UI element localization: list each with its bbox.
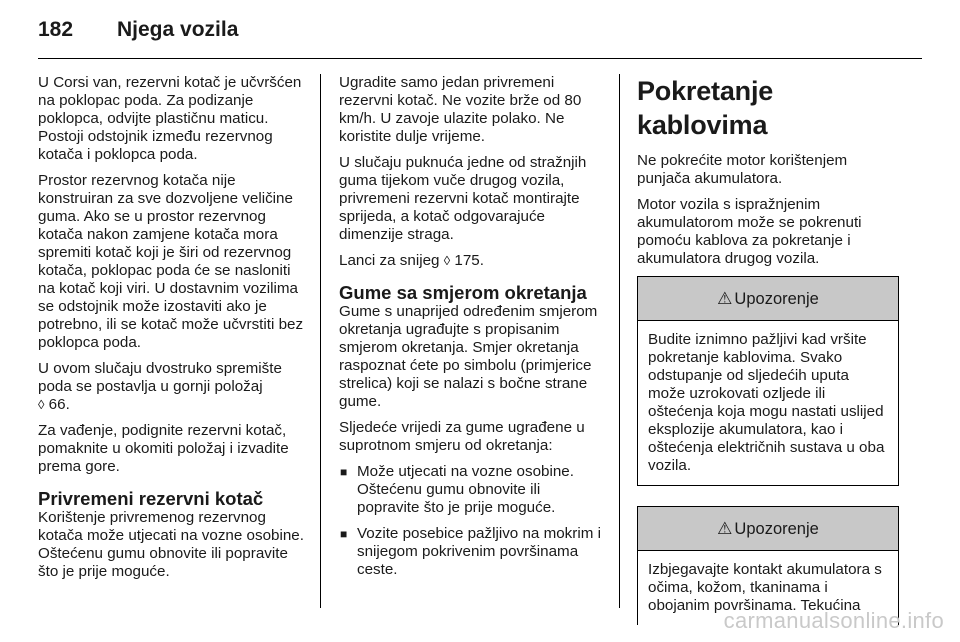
column-divider-2 — [619, 74, 620, 608]
temporary-spare-rules-paragraph: Ugradite samo jedan privremeni rezervni kotač. Ne vozite brže od 80 km/h. U zavoje ulazite polako. Ne koristite dulje vrijeme. — [339, 74, 582, 145]
warning-text: Izbjegavajte kontakt akumulatora s očima, kožom, tkaninama i obojanim površinama. Tekućina — [648, 561, 882, 614]
watermark: carmanualsonline.info — [723, 608, 944, 633]
temporary-spare-paragraph: Korištenje privremenog rezervnog kotača može utjecati na vozne osobine. Oštećenu gumu obnovite ili popravite što je prije moguće. — [38, 509, 304, 580]
list-item — [339, 463, 605, 517]
snow-chains-text: Lanci za snijeg — [339, 252, 440, 269]
reverse-mounted-paragraph: Sljedeće vrijedi za gume ugrađene u suprotnom smjeru od okretanja: — [339, 419, 585, 454]
jump-start-heading: Pokretanje kablovima — [637, 76, 774, 140]
bullet-square-icon: ■ — [340, 527, 348, 541]
column-2 — [339, 74, 605, 587]
double-floor-text: U ovom slučaju dvostruko spremište poda se postavlja u gornji položaj — [38, 360, 282, 395]
warning-triangle-icon: ⚠ — [717, 518, 733, 538]
directional-tyres-paragraph: Gume s unaprijed određenim smjerom okretanja ugrađujte s propisanim smjerom okretanja. Smjer okretanja raspoznat ćete po simbolu (primjerice strelica) koji se nalazi s bočne strane gume. — [339, 303, 598, 410]
warning-triangle-icon: ⚠ — [717, 288, 733, 308]
page-reference-icon: ◊ — [443, 253, 451, 268]
bullet-square-icon: ■ — [340, 465, 348, 479]
double-floor-paragraph — [38, 360, 306, 414]
list-item — [339, 525, 605, 579]
page-reference-link[interactable]: 175. — [454, 252, 484, 269]
page-number: 182 — [38, 18, 74, 41]
warning-title: Upozorenje — [734, 519, 819, 538]
column-1 — [38, 74, 306, 589]
warning-text: Budite iznimno pažljivi kad vršite pokretanje kablovima. Svako odstupanje od sljedećih uputa može uzrokovati ozljede ili oštećenja koja mogu nastati uslijed eksplozije akumulatora, kao i oštećenja električnih sustava u oba vozila. — [648, 331, 885, 474]
spare-wheel-space-paragraph: Prostor rezervnog kotača nije konstruiran za sve dozvoljene veličine guma. Ako se u prostor rezervnog kotača nakon zamjene kotača mora spremiti kotač koji je širi od rezervnog kotača, poklopac poda će se nasloniti na kotač koji viri. U dostavnim vozilima se odstojnik može izostaviti ako je potrebno, ili se kotač može učvrstiti bez poklopca poda. — [38, 172, 304, 351]
section-title: Njega vozila — [117, 18, 239, 41]
list-item-text: Može utjecati na vozne osobine. Oštećenu gumu obnovite ili popravite što je prije moguće. — [357, 463, 574, 516]
temporary-spare-heading: Privremeni rezervni kotač — [38, 488, 264, 509]
warning-box — [637, 276, 899, 486]
page-reference-icon: ◊ — [38, 397, 45, 412]
directional-tyres-heading: Gume sa smjerom okretanja — [339, 282, 587, 303]
header-rule — [38, 58, 922, 59]
page-reference-link[interactable]: 66. — [48, 396, 70, 413]
snow-chains-paragraph — [339, 252, 605, 270]
column-divider-1 — [320, 74, 321, 608]
removal-paragraph: Za vađenje, podignite rezervni kotač, pomaknite u okomiti položaj i izvadite prema gore. — [38, 422, 289, 475]
warning-title: Upozorenje — [734, 289, 819, 308]
no-charger-paragraph: Ne pokrećite motor korištenjem punjača akumulatora. — [637, 152, 848, 187]
column-3 — [637, 74, 899, 625]
towing-puncture-paragraph: U slučaju puknuća jedne od stražnjih guma tijekom vuče drugog vozila, privremeni rezervni kotač montirajte sprijeda, a kotač odgovarajuće dimenzije straga. — [339, 154, 587, 243]
jump-cables-paragraph: Motor vozila s ispražnjenim akumulatorom može se pokrenuti pomoću kablova za pokretanje i akumulatora drugog vozila. — [637, 196, 862, 267]
reverse-mounted-list — [339, 463, 605, 579]
list-item-text: Vozite posebice pažljivo na mokrim i snijegom pokrivenim površinama ceste. — [357, 525, 601, 578]
warning-header — [638, 277, 898, 321]
warning-header — [638, 507, 898, 551]
spare-wheel-mount-paragraph: U Corsi van, rezervni kotač je učvršćen na poklopac poda. Za podizanje poklopca, odvijte plastičnu maticu. Postoji odstojnik između rezervnog kotača i poklopca poda. — [38, 74, 302, 163]
